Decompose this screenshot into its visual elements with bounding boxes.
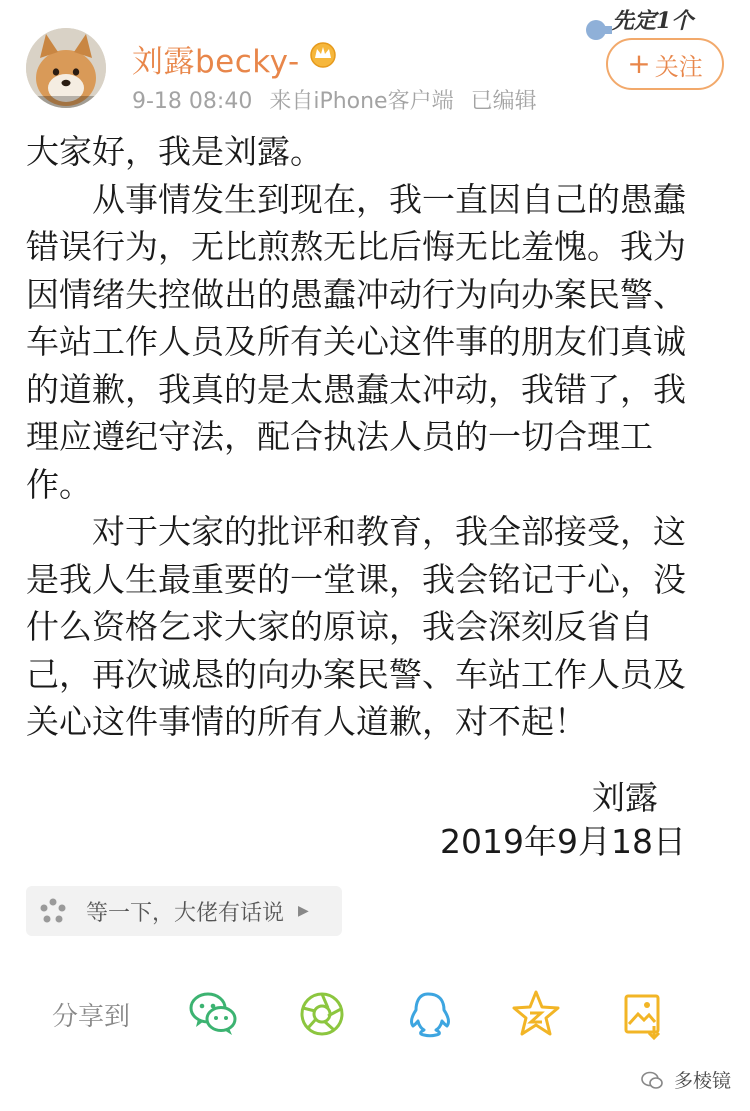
pinwheel-icon <box>38 896 68 926</box>
post-timestamp: 9-18 08:40 <box>132 89 253 114</box>
qq-icon[interactable] <box>400 986 456 1042</box>
avatar[interactable] <box>26 28 106 108</box>
save-image-icon[interactable] <box>614 986 670 1042</box>
shiba-dog-avatar-icon <box>26 28 106 108</box>
username[interactable]: 刘露becky- <box>132 44 300 80</box>
post-paragraph-2: 对于大家的批评和教育，我全部接受，这是我人生最重要的一堂课，我会铭记于心，没什么资格乞求大家的原谅，我会深刻反省自己，再次诚恳的向办案民警、车站工作人员及关心这件事情的所有人道歉，对不起！ <box>26 512 686 741</box>
share-label: 分享到 <box>52 1002 131 1032</box>
watermark <box>640 1066 731 1093</box>
follow-button[interactable] <box>606 38 724 90</box>
post-source: 来自iPhone客户端 <box>269 89 454 114</box>
follow-label: 关注 <box>654 52 703 81</box>
edited-label[interactable]: 已编辑 <box>470 89 537 114</box>
post-greeting: 大家好，我是刘露。 <box>26 132 323 171</box>
wechat-icon[interactable] <box>186 986 242 1042</box>
sticker-text: 先定1个 <box>612 8 694 34</box>
vip-crown-icon <box>308 40 338 68</box>
wechat-account-icon <box>640 1068 664 1092</box>
topic-chip-label: 等一下，大佬有话说 <box>86 900 285 926</box>
chevron-right-icon: ▶ <box>298 903 309 919</box>
qzone-icon[interactable] <box>508 986 564 1042</box>
plus-icon: + <box>627 47 651 80</box>
signature-date: 2019年9月18日 <box>440 822 686 861</box>
moments-icon[interactable] <box>294 986 350 1042</box>
topic-chip[interactable] <box>26 886 342 936</box>
post-body <box>26 128 716 746</box>
signature-name: 刘露 <box>592 778 658 817</box>
watermark-text: 多棱镜 <box>674 1070 732 1092</box>
post-paragraph-1: 从事情发生到现在，我一直因自己的愚蠢错误行为，无比煎熬无比后悔无比羞愧。我为因情绪失控做出的愚蠢冲动行为向办案民警、车站工作人员及所有关心这件事的朋友们真诚的道歉，我真的是太愚蠢太冲动，我错了，我理应遵纪守法，配合执法人员的一切合理工作。 <box>26 179 686 504</box>
post-meta <box>132 84 547 115</box>
